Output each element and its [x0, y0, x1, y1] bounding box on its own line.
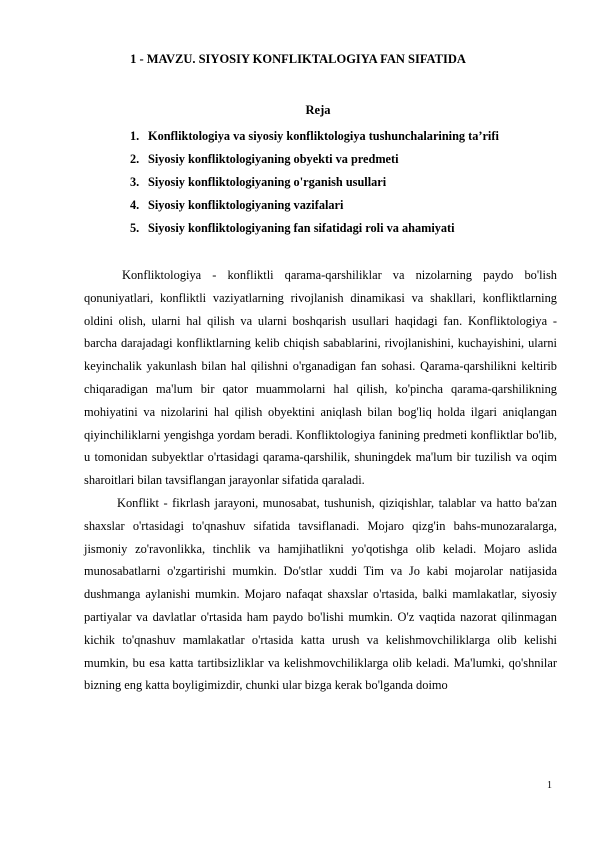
- plan-item-number: 3.: [130, 175, 140, 189]
- plan-item: [130, 151, 499, 174]
- document-title: 1 - MAVZU. SIYOSIY KONFLIKTALOGIYA FAN SIFATIDA: [130, 52, 466, 66]
- plan-item-text: Siyosiy konfliktologiyaning fan sifatidagi roli va ahamiyati: [148, 221, 455, 235]
- plan-item: [130, 174, 499, 197]
- page-number: 1: [547, 780, 552, 791]
- body-paragraph: Konfliktologiya - konfliktli qarama-qarshiliklar va nizolarning paydo bo'lish qonuniyatlari, konfliktli vaziyatlarning rivojlanish dinamikasi va shakllari, konfliktlarning oldini olish, ularni hal qilish va ularni boshqarish usullari haqidagi fan. Konfliktologiya - barcha darajadagi konfliktlarning kelib chiqish sabablarini, rivojlanishini, kuchayishini, ularni keyinchalik yakunlash bilan hal qilishni o'rganadigan fan sohasi. Qarama-qarshilikni keltirib chiqaradigan ma'lum bir qator muammolarni hal qilish, ko'pincha qarama-qarshilikning mohiyatini va nizolarini hal qilish obyektini aniqlash bilan bog'liq holda ilgari aniqlangan qiyinchiliklarni yengishga yordam beradi. Konfliktologiya fanining predmeti konfliktlar bo'lib, u tomonidan subyektlar o'rtasidagi qarama-qarshilik, shuningdek ma'lum bir tuzilish va oqim sharoitlari bilan tavsiflangan jarayonlar sifatida qaraladi.: [84, 268, 557, 488]
- plan-item-number: 5.: [130, 221, 140, 235]
- body-text: [84, 264, 557, 697]
- plan-heading: Reja: [305, 103, 331, 117]
- plan-item-text: Konfliktologiya va siyosiy konfliktologiya tushunchalarining ta’rifi: [148, 129, 499, 143]
- body-paragraph: Konflikt - fikrlash jarayoni, munosabat, tushunish, qiziqishlar, talablar va hatto ba'zan shaxslar o'rtasidagi to'qnashuv sifatida tavsiflanadi. Mojaro qizg'in bahs-munozaralarga, jismoniy zo'ravonlikka, tinchlik va hamjihatlikni yo'qotishga olib keladi. Mojaro aslida munosabatlarni o'zgartirishi mumkin. Do'stlar xuddi Tim va Jo kabi mojarolar natijasida dushmanga aylanishi mumkin. Mojaro nafaqat shaxslar o'rtasida, balki mamlakatlar, siyosiy partiyalar va davlatlar o'rtasida ham paydo bo'lishi mumkin. O'z vaqtida nazorat qilinmagan kichik to'qnashuv mamlakatlar o'rtasida katta urush va kelishmovchiliklarga olib kelishi mumkin, bu esa katta tartibsizliklar va kelishmovchiliklarga olib keladi. Ma'lumki, qo'shnilar bizning eng katta boyligimizdir, chunki ular bizga kerak bo'lganda doimo: [84, 495, 557, 693]
- plan-item-number: 1.: [130, 129, 140, 143]
- plan-item-number: 2.: [130, 152, 140, 166]
- plan-list: [130, 128, 499, 243]
- plan-item-text: Siyosiy konfliktologiyaning obyekti va predmeti: [148, 152, 399, 166]
- plan-item-number: 4.: [130, 198, 140, 212]
- plan-item: [130, 128, 499, 151]
- plan-item: [130, 197, 499, 220]
- plan-item-text: Siyosiy konfliktologiyaning o'rganish usullari: [148, 175, 387, 189]
- plan-item-text: Siyosiy konfliktologiyaning vazifalari: [148, 198, 344, 212]
- plan-item: [130, 220, 499, 243]
